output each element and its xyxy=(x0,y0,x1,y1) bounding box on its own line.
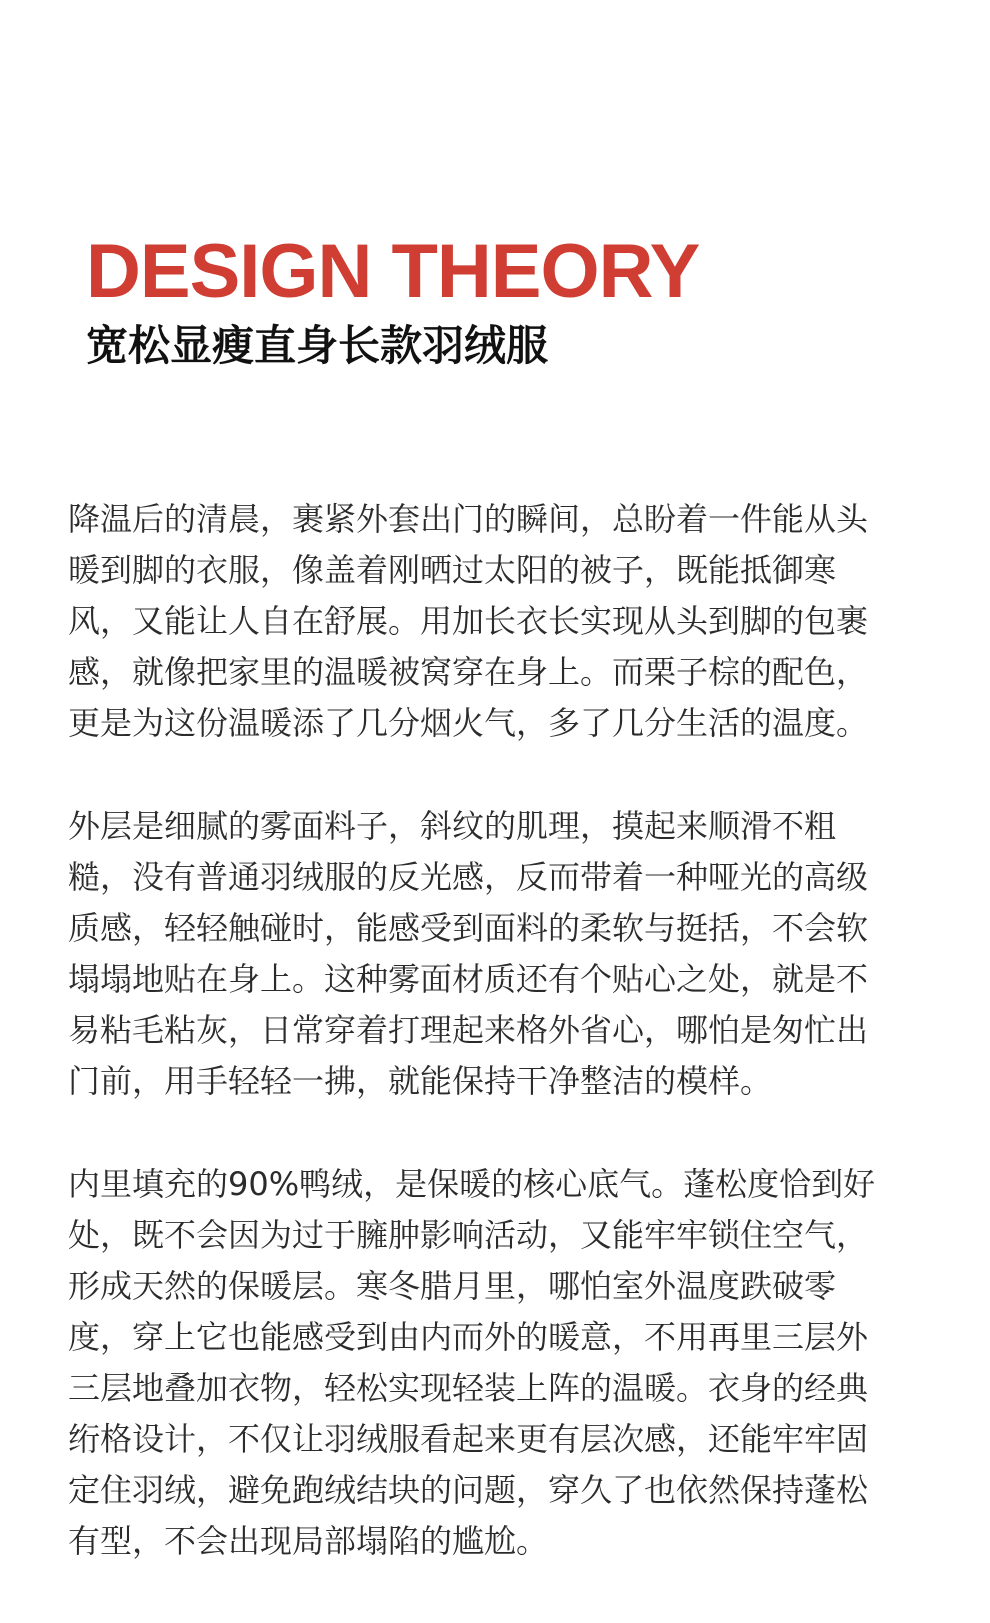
text-line: 外层是细腻的雾面料子，斜纹的肌理，摸起来顺滑不粗 xyxy=(68,807,837,845)
text-line: 塌塌地贴在身上。这种雾面材质还有个贴心之处，就是不 xyxy=(68,960,869,998)
text-line: 糙，没有普通羽绒服的反光感，反而带着一种哑光的高级 xyxy=(68,858,869,896)
text-line: 门前，用手轻轻一拂，就能保持干净整洁的模样。 xyxy=(68,1062,773,1100)
text-line: 三层地叠加衣物，轻松实现轻装上阵的温暖。衣身的经典 xyxy=(68,1369,869,1407)
text-line: 形成天然的保暖层。寒冬腊月里，哪怕室外温度跌破零 xyxy=(68,1267,837,1305)
text-line: 内里填充的90%鸭绒，是保暖的核心底气。蓬松度恰到好 xyxy=(68,1165,876,1203)
text-line: 更是为这份温暖添了几分烟火气，多了几分生活的温度。 xyxy=(68,704,869,742)
text-line: 质感，轻轻触碰时，能感受到面料的柔软与挺括，不会软 xyxy=(68,909,869,947)
text-line: 度，穿上它也能感受到由内而外的暖意，不用再里三层外 xyxy=(68,1318,869,1356)
text-line: 易粘毛粘灰，日常穿着打理起来格外省心，哪怕是匆忙出 xyxy=(68,1011,869,1049)
paragraph-1 xyxy=(68,494,894,749)
paragraph-2 xyxy=(68,801,894,1107)
text-line: 风，又能让人自在舒展。用加长衣长实现从头到脚的包裹 xyxy=(68,602,869,640)
text-line: 处，既不会因为过于臃肿影响活动，又能牢牢锁住空气， xyxy=(68,1216,869,1254)
text-line: 定住羽绒，避免跑绒结块的问题，穿久了也依然保持蓬松 xyxy=(68,1471,869,1509)
text-line: 感，就像把家里的温暖被窝穿在身上。而栗子棕的配色， xyxy=(68,653,869,691)
text-line: 降温后的清晨，裹紧外套出门的瞬间，总盼着一件能从头 xyxy=(68,500,869,538)
english-heading: DESIGN THEORY xyxy=(86,229,700,314)
text-line: 暖到脚的衣服，像盖着刚晒过太阳的被子，既能抵御寒 xyxy=(68,551,837,589)
text-line: 有型，不会出现局部塌陷的尴尬。 xyxy=(68,1522,549,1560)
chinese-title: 宽松显瘦直身长款羽绒服 xyxy=(86,321,549,370)
text-line: 绗格设计，不仅让羽绒服看起来更有层次感，还能牢牢固 xyxy=(68,1420,869,1458)
paragraph-3 xyxy=(68,1159,894,1567)
